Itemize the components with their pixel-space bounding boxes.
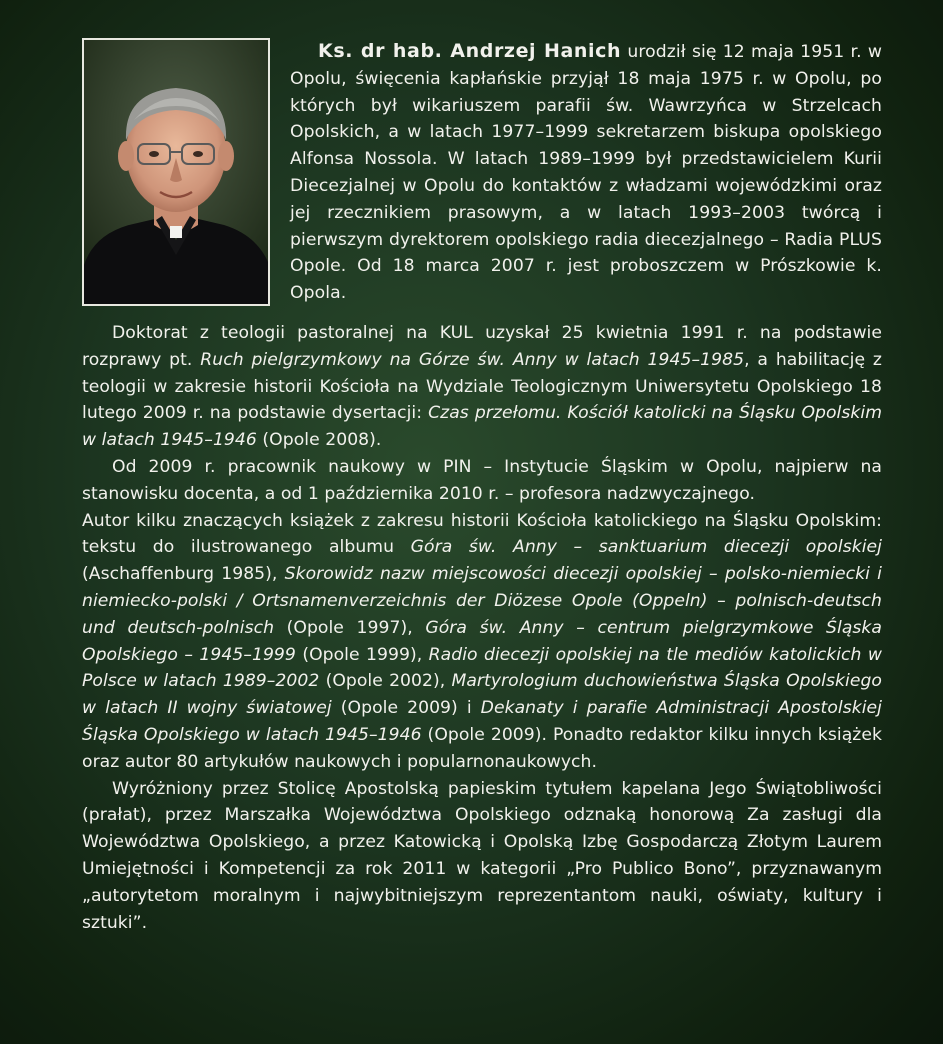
publication-title-6: Dekanaty i parafie Administracji Apostolskiej Śląska Opolskiego w latach 1945–1946 [82, 698, 882, 745]
doctorate-text-1: Doktorat z teologii pastoralnej na KUL uzyskał 25 kwietnia 1991 r. na podstawie rozprawy pt. [82, 323, 882, 370]
publications-text-5: (Opole 2002), [319, 671, 452, 692]
publications-text-2: (Aschaffenburg 1985), [82, 564, 285, 585]
publication-title-5: Martyrologium duchowieństwa Śląska Opolskiego w latach II wojny światowej [82, 671, 882, 719]
habilitation-title: Czas przełomu. Kościół katolicki na Śląsku Opolskim w latach 1945–1946 [82, 403, 882, 451]
author-name: Ks. dr hab. Andrzej Hanich [318, 40, 622, 62]
publication-title-3: Góra św. Anny – centrum pielgrzymkowe Śląska Opolskiego – 1945–1999 [82, 617, 882, 665]
doctorate-text-3: (Opole 2008). [256, 430, 382, 451]
publications-text-7: (Opole 2009). Ponadto redaktor kilku innych książek oraz autor 80 artykułów naukowych i popularnonaukowych. [82, 724, 883, 772]
biography-body [82, 320, 882, 936]
publication-title-1: Góra św. Anny – sanktuarium diecezji opolskiej [410, 537, 882, 558]
publications-text-1: Autor kilku znaczących książek z zakresu historii Kościoła katolickiego na Śląsku Opolskim: tekstu do ilustrowanego albumu [82, 510, 882, 558]
doctorate-thesis-title: Ruch pielgrzymkowy na Górze św. Anny w latach 1945–1985 [200, 349, 745, 370]
portrait-illustration [84, 40, 268, 304]
position-paragraph: Od 2009 r. pracownik naukowy w PIN – Instytucie Śląskim w Opolu, najpierw na stanowisku docenta, a od 1 października 2010 r. – profesora nadzwyczajnego. [82, 456, 882, 504]
doctorate-text-2: , a habilitację z teologii w zakresie historii Kościoła na Wydziale Teologicznym Uniwersytetu Opolskiego 18 lutego 2009 r. na podstawie dysertacji: [82, 349, 882, 424]
intro-paragraph [290, 38, 882, 307]
publication-title-4: Radio diecezji opolskiej na tle mediów katolickich w Polsce w latach 1989–2002 [82, 644, 883, 692]
publications-paragraph [82, 508, 882, 776]
doctorate-paragraph [82, 320, 882, 454]
publications-text-6: (Opole 2009) i [331, 698, 481, 719]
awards-paragraph: Wyróżniony przez Stolicę Apostolską papieskim tytułem kapelana Jego Świątobliwości (prałat), przez Marszałka Województwa Opolskiego odznaką honorową Za zasługi dla Województwa Opolskiego, a przez Katowicką i Opolską Izbę Gospodarczą Złotym Laurem Umiejętności i Kompetencji za rok 2011 w kategorii „Pro Publico Bono”, przyznawanym „autorytetom moralnym i najwybitniejszym reprezentantom nauki, oświaty, kultury i sztuki”. [82, 778, 882, 933]
intro-text: urodził się 12 maja 1951 r. w Opolu, święcenia kapłańskie przyjął 18 maja 1975 r. w Opolu, po których był wikariuszem parafii św. Wawrzyńca w Strzelcach Opolskich, a w latach 1977–1999 sekretarzem biskupa opolskiego Alfonsa Nossola. W latach 1989–1999 był przedstawicielem Kurii Diecezjalnej w Opolu do kontaktów z władzami wojewódzkimi oraz jej rzecznikiem prasowym, a w latach 1993–2003 twórcą i pierwszym dyrektorem opolskiego radia diecezjalnego – Radia PLUS Opole. Od 18 marca 2007 r. jest proboszczem w Prószkowie k. Opola. [290, 42, 882, 304]
portrait-photo [82, 38, 270, 306]
publications-text-4: (Opole 1999), [295, 644, 429, 665]
publication-title-2: Skorowidz nazw miejscowości diecezji opolskiej – polsko-niemiecki i niemiecko-polski / Ortsnamenverzeichnis der Diözese Opole (Oppeln) – polnisch-deutsch und deutsch-polnisch [82, 564, 882, 638]
publications-text-3: (Opole 1997), [274, 617, 426, 638]
